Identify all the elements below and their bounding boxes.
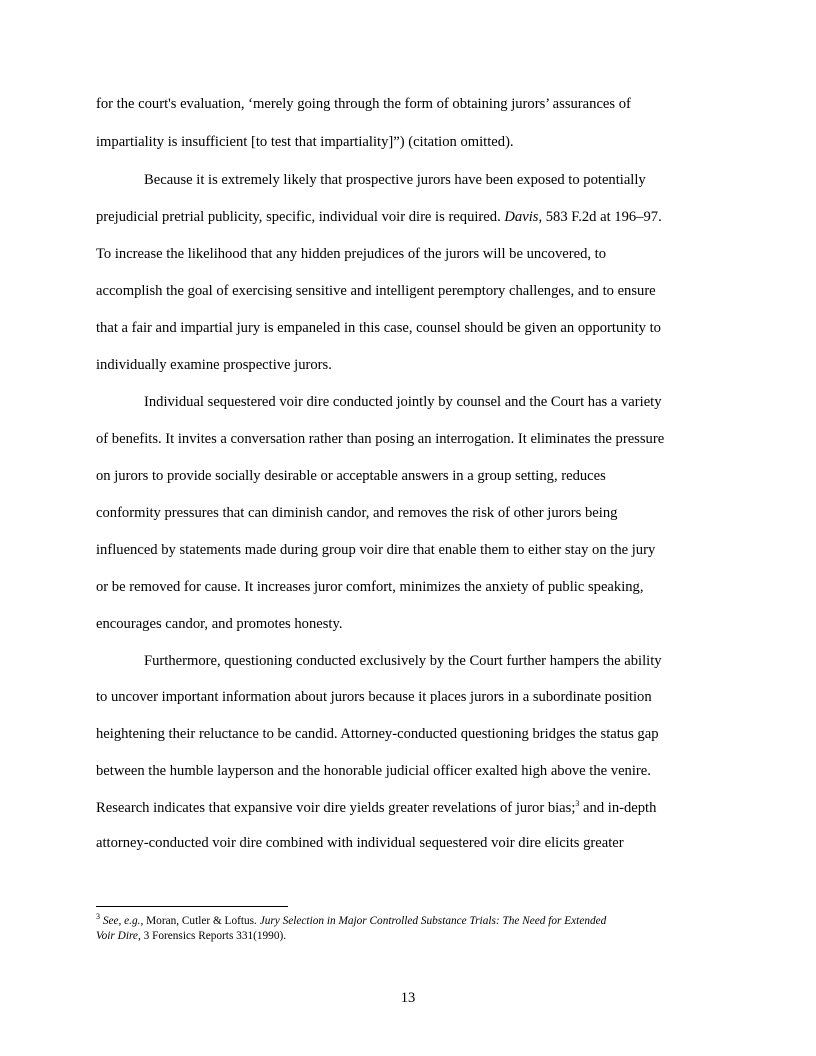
text-run: that a fair and impartial jury is empaneled in this case, counsel should be given an opportunity to: [96, 320, 661, 336]
page-number: 13: [400, 990, 416, 1006]
body-line: [96, 96, 631, 113]
footnote-article-title: Voir Dire: [96, 930, 138, 942]
text-run: to uncover important information about jurors because it places jurors in a subordinate position: [96, 689, 652, 705]
text-run: , 583 F.2d at 196–97.: [538, 209, 662, 225]
text-run: influenced by statements made during group voir dire that enable them to either stay on the jury: [96, 542, 656, 558]
body-line: [96, 357, 332, 374]
paragraph-first-line: [144, 172, 646, 189]
text-run: encourages candor, and promotes honesty.: [96, 616, 343, 632]
text-run: heightening their reluctance to be candid. Attorney-conducted questioning bridges the status gap: [96, 726, 659, 742]
body-line: [96, 689, 652, 706]
text-run: attorney-conducted voir dire combined with individual sequestered voir dire elicits greater: [96, 835, 624, 851]
paragraph-first-line: [144, 653, 662, 670]
text-run: accomplish the goal of exercising sensitive and intelligent peremptory challenges, and to ensure: [96, 283, 656, 299]
paragraph-first-line: [144, 394, 662, 411]
footnote-separator: [96, 906, 288, 907]
body-line: [96, 542, 655, 559]
body-line: [96, 835, 624, 852]
body-line: [96, 616, 342, 633]
text-run: Furthermore, questioning conducted exclusively by the Court further hampers the ability: [144, 653, 662, 669]
text-run: To increase the likelihood that any hidden prejudices of the jurors will be uncovered, to: [96, 246, 607, 262]
text-run: Individual sequestered voir dire conducted jointly by counsel and the Court has a variety: [144, 394, 662, 410]
text-run: for the court's evaluation, ‘merely going through the form of obtaining jurors’ assurances of: [96, 96, 631, 112]
text-run: on jurors to provide socially desirable or acceptable answers in a group setting, reduces: [96, 468, 606, 484]
footnote-authors: Moran, Cutler & Loftus.: [143, 915, 260, 927]
body-line: [96, 320, 661, 337]
body-line: [96, 726, 659, 743]
text-run: prejudicial pretrial publicity, specific, individual voir dire is required.: [96, 209, 505, 225]
footnote-line: [96, 929, 286, 943]
text-run: individually examine prospective jurors.: [96, 357, 332, 373]
body-line: [96, 246, 606, 263]
footnote-number: 3: [96, 912, 100, 922]
text-run: conformity pressures that can diminish candor, and removes the risk of other jurors being: [96, 505, 618, 521]
footnote-line: [96, 914, 606, 928]
body-line: [96, 800, 656, 817]
text-run: impartiality is insufficient [to test that impartiality]”) (citation omitted).: [96, 134, 514, 150]
signal-see: See, e.g.,: [102, 915, 144, 927]
footnote-source: , 3 Forensics Reports 331(1990).: [137, 930, 287, 942]
body-line: [96, 579, 644, 596]
text-run: Because it is extremely likely that prospective jurors have been exposed to potentially: [144, 172, 646, 188]
case-citation-name: Davis: [504, 209, 539, 225]
body-line: [96, 763, 651, 780]
text-run: between the humble layperson and the honorable judicial officer exalted high above the venire.: [96, 763, 651, 779]
body-line: [96, 134, 514, 151]
body-line: [96, 283, 656, 300]
footnote-reference: 3: [575, 799, 580, 809]
text-run: Research indicates that expansive voir dire yields greater revelations of juror bias;: [96, 800, 576, 816]
text-run: and in-depth: [579, 800, 657, 816]
body-line: [96, 468, 606, 485]
text-run: or be removed for cause. It increases juror comfort, minimizes the anxiety of public speaking,: [96, 579, 644, 595]
text-run: of benefits. It invites a conversation rather than posing an interrogation. It eliminates the pressure: [96, 431, 665, 447]
footnote-article-title: Jury Selection in Major Controlled Substance Trials: The Need for Extended: [259, 915, 607, 927]
body-line: [96, 505, 617, 522]
body-line: [96, 209, 662, 226]
body-line: [96, 431, 664, 448]
